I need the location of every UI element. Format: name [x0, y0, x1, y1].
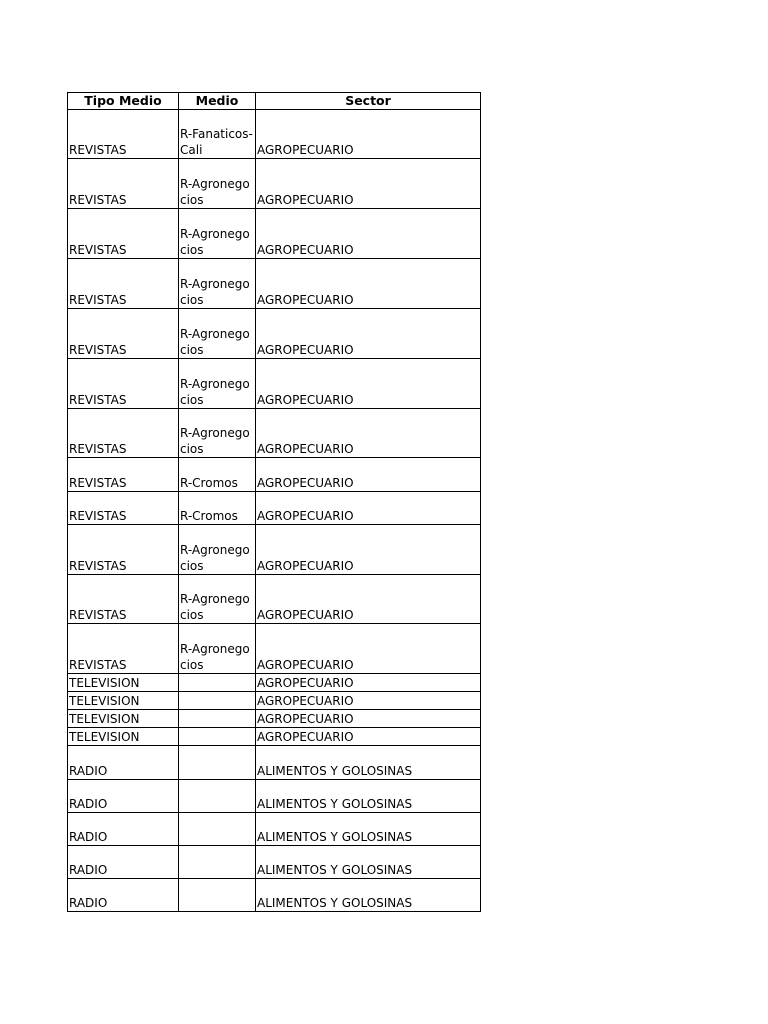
header-row: [68, 93, 481, 110]
cell-medio-text: R-Agronegocios: [180, 592, 250, 622]
cell-medio: [179, 492, 256, 525]
cell-sector: [256, 209, 481, 259]
cell-tipo-medio-text: RADIO: [69, 863, 108, 877]
cell-medio: [179, 209, 256, 259]
cell-tipo-medio-text: REVISTAS: [69, 393, 127, 407]
cell-sector: [256, 492, 481, 525]
cell-sector: [256, 159, 481, 209]
cell-medio: [179, 159, 256, 209]
cell-tipo-medio-text: TELEVISION: [69, 676, 140, 690]
table-row: [68, 575, 481, 624]
cell-medio-text: R-Cromos: [180, 509, 238, 523]
table-row: [68, 624, 481, 674]
cell-sector: [256, 309, 481, 359]
cell-tipo-medio: [68, 746, 179, 780]
cell-tipo-medio-text: REVISTAS: [69, 509, 127, 523]
header-tipo-medio: Tipo Medio: [68, 93, 179, 110]
cell-sector: [256, 692, 481, 710]
header-sector: Sector: [256, 93, 481, 110]
cell-medio: [179, 746, 256, 780]
table-row: [68, 780, 481, 813]
table-row: [68, 259, 481, 309]
cell-sector-text: AGROPECUARIO: [257, 143, 354, 157]
cell-tipo-medio: [68, 409, 179, 458]
cell-sector-text: AGROPECUARIO: [257, 243, 354, 257]
table-row: [68, 710, 481, 728]
table-row: [68, 674, 481, 692]
cell-medio-text: R-Agronegocios: [180, 377, 250, 407]
cell-medio: [179, 692, 256, 710]
cell-sector-text: AGROPECUARIO: [257, 393, 354, 407]
cell-tipo-medio: [68, 309, 179, 359]
cell-sector-text: AGROPECUARIO: [257, 608, 354, 622]
cell-medio: [179, 780, 256, 813]
cell-tipo-medio-text: REVISTAS: [69, 243, 127, 257]
cell-tipo-medio-text: REVISTAS: [69, 442, 127, 456]
cell-tipo-medio: [68, 492, 179, 525]
cell-sector: [256, 624, 481, 674]
cell-tipo-medio: [68, 259, 179, 309]
cell-sector: [256, 259, 481, 309]
cell-tipo-medio-text: REVISTAS: [69, 193, 127, 207]
cell-medio: [179, 409, 256, 458]
cell-medio-text: R-Agronegocios: [180, 227, 250, 257]
cell-medio: [179, 624, 256, 674]
table-row: [68, 458, 481, 492]
cell-sector: [256, 458, 481, 492]
cell-tipo-medio: [68, 674, 179, 692]
cell-tipo-medio-text: REVISTAS: [69, 559, 127, 573]
cell-tipo-medio: [68, 692, 179, 710]
cell-sector: [256, 409, 481, 458]
cell-sector: [256, 710, 481, 728]
cell-sector: [256, 575, 481, 624]
cell-sector: [256, 525, 481, 575]
cell-tipo-medio-text: REVISTAS: [69, 343, 127, 357]
cell-medio: [179, 846, 256, 879]
cell-medio: [179, 728, 256, 746]
cell-sector: [256, 359, 481, 409]
cell-tipo-medio-text: REVISTAS: [69, 608, 127, 622]
cell-tipo-medio-text: RADIO: [69, 797, 108, 811]
cell-tipo-medio: [68, 525, 179, 575]
table-row: [68, 359, 481, 409]
cell-sector-text: AGROPECUARIO: [257, 712, 354, 726]
cell-sector-text: AGROPECUARIO: [257, 343, 354, 357]
cell-medio: [179, 879, 256, 912]
cell-sector: [256, 110, 481, 159]
cell-tipo-medio: [68, 209, 179, 259]
cell-sector-text: AGROPECUARIO: [257, 509, 354, 523]
cell-sector: [256, 846, 481, 879]
cell-sector-text: ALIMENTOS Y GOLOSINAS: [257, 830, 413, 844]
cell-sector-text: ALIMENTOS Y GOLOSINAS: [257, 896, 413, 910]
cell-sector: [256, 674, 481, 692]
cell-tipo-medio-text: TELEVISION: [69, 712, 140, 726]
table-row: [68, 746, 481, 780]
table-body: [68, 110, 481, 912]
cell-sector-text: AGROPECUARIO: [257, 658, 354, 672]
cell-medio-text: R-Agronegocios: [180, 426, 250, 456]
cell-sector-text: ALIMENTOS Y GOLOSINAS: [257, 863, 413, 877]
cell-tipo-medio: [68, 458, 179, 492]
table-row: [68, 525, 481, 575]
cell-medio: [179, 359, 256, 409]
cell-medio: [179, 309, 256, 359]
cell-tipo-medio: [68, 879, 179, 912]
table-row: [68, 209, 481, 259]
cell-sector: [256, 746, 481, 780]
table-header: [68, 93, 481, 110]
cell-sector: [256, 728, 481, 746]
table-row: [68, 492, 481, 525]
cell-tipo-medio-text: REVISTAS: [69, 658, 127, 672]
cell-tipo-medio-text: RADIO: [69, 896, 108, 910]
table-row: [68, 409, 481, 458]
table-row: [68, 110, 481, 159]
cell-tipo-medio: [68, 575, 179, 624]
cell-tipo-medio: [68, 710, 179, 728]
cell-tipo-medio: [68, 728, 179, 746]
cell-tipo-medio: [68, 846, 179, 879]
cell-tipo-medio: [68, 780, 179, 813]
cell-medio-text: R-Fanaticos-Cali: [180, 127, 253, 157]
cell-sector-text: ALIMENTOS Y GOLOSINAS: [257, 797, 413, 811]
table-row: [68, 728, 481, 746]
cell-tipo-medio: [68, 159, 179, 209]
cell-tipo-medio-text: RADIO: [69, 764, 108, 778]
cell-medio: [179, 813, 256, 846]
cell-sector-text: AGROPECUARIO: [257, 293, 354, 307]
cell-sector-text: AGROPECUARIO: [257, 442, 354, 456]
table-row: [68, 879, 481, 912]
table-row: [68, 813, 481, 846]
cell-sector-text: AGROPECUARIO: [257, 694, 354, 708]
cell-sector: [256, 780, 481, 813]
cell-medio: [179, 110, 256, 159]
cell-tipo-medio-text: REVISTAS: [69, 476, 127, 490]
cell-tipo-medio: [68, 624, 179, 674]
cell-sector: [256, 879, 481, 912]
cell-tipo-medio-text: REVISTAS: [69, 143, 127, 157]
cell-sector-text: AGROPECUARIO: [257, 476, 354, 490]
cell-tipo-medio-text: TELEVISION: [69, 694, 140, 708]
cell-medio-text: R-Agronegocios: [180, 177, 250, 207]
data-table: [67, 92, 481, 912]
cell-tipo-medio: [68, 110, 179, 159]
table-row: [68, 846, 481, 879]
cell-sector: [256, 813, 481, 846]
cell-medio: [179, 458, 256, 492]
cell-tipo-medio-text: TELEVISION: [69, 730, 140, 744]
cell-medio: [179, 259, 256, 309]
cell-tipo-medio: [68, 359, 179, 409]
cell-medio: [179, 674, 256, 692]
cell-medio-text: R-Agronegocios: [180, 543, 250, 573]
cell-medio: [179, 525, 256, 575]
cell-medio: [179, 575, 256, 624]
cell-sector-text: AGROPECUARIO: [257, 193, 354, 207]
cell-tipo-medio-text: RADIO: [69, 830, 108, 844]
table-row: [68, 692, 481, 710]
cell-sector-text: AGROPECUARIO: [257, 559, 354, 573]
cell-tipo-medio-text: REVISTAS: [69, 293, 127, 307]
cell-tipo-medio: [68, 813, 179, 846]
table-row: [68, 159, 481, 209]
cell-medio-text: R-Cromos: [180, 476, 238, 490]
cell-sector-text: AGROPECUARIO: [257, 676, 354, 690]
table-row: [68, 309, 481, 359]
cell-medio-text: R-Agronegocios: [180, 277, 250, 307]
cell-medio-text: R-Agronegocios: [180, 642, 250, 672]
cell-sector-text: AGROPECUARIO: [257, 730, 354, 744]
cell-medio: [179, 710, 256, 728]
cell-medio-text: R-Agronegocios: [180, 327, 250, 357]
cell-sector-text: ALIMENTOS Y GOLOSINAS: [257, 764, 413, 778]
header-medio: Medio: [179, 93, 256, 110]
